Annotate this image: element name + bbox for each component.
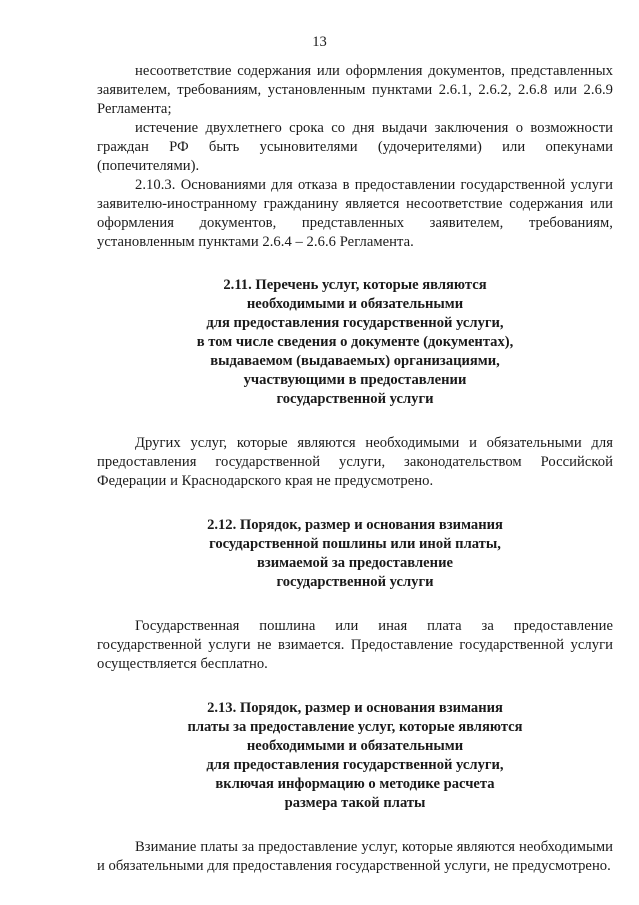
section-heading-2-12 xyxy=(97,516,613,592)
heading-line: в том числе сведения о документе (документах), xyxy=(196,334,514,350)
heading-line: 2.11. Перечень услуг, которые являются xyxy=(223,277,487,293)
heading-line: взимаемой за предоставление xyxy=(257,555,453,571)
section-body-2-13: Взимание платы за предоставление услуг, которые являются необходимыми и обязательными для предоставления государственной услуги, не предусмотрено. xyxy=(97,839,613,874)
heading-line: участвующими в предоставлении xyxy=(243,372,467,388)
heading-line: включая информацию о методике расчета xyxy=(215,776,495,792)
heading-line: необходимыми и обязательными xyxy=(246,738,464,754)
heading-line: 2.12. Порядок, размер и основания взимания xyxy=(207,517,503,533)
document-body xyxy=(97,62,613,876)
section-heading-2-11 xyxy=(97,276,613,409)
heading-line: для предоставления государственной услуги, xyxy=(206,315,504,331)
heading-line: 2.13. Порядок, размер и основания взимания xyxy=(207,700,503,716)
page-number: 13 xyxy=(312,34,327,50)
paragraph-conclusion-expiry: истечение двухлетнего срока со дня выдачи заключения о возможности граждан РФ быть усыновителями (удочерителями) или опекунами (попечителями). xyxy=(97,120,613,174)
heading-line: для предоставления государственной услуги, xyxy=(206,757,504,773)
heading-line: государственной услуги xyxy=(276,391,434,407)
heading-line: выдаваемом (выдаваемых) организациями, xyxy=(210,353,500,369)
section-body-2-12: Государственная пошлина или иная плата за предоставление государственной услуги не взимается. Предоставление государственной услуги осуществляется бесплатно. xyxy=(97,618,613,672)
heading-line: государственной услуги xyxy=(276,574,434,590)
paragraph-2-10-3: 2.10.3. Основаниями для отказа в предоставлении государственной услуги заявителю-иностранному гражданину является несоответствие содержания или оформления документов, представленных заявителем, требованиям, установленным пунктами 2.6.4 – 2.6.6 Регламента. xyxy=(97,177,613,250)
heading-line: необходимыми и обязательными xyxy=(246,296,464,312)
heading-line: размера такой платы xyxy=(284,795,426,811)
paragraph-document-mismatch: несоответствие содержания или оформления документов, представленных заявителем, требованиям, установленным пунктами 2.6.1, 2.6.2, 2.6.8 или 2.6.9 Регламента; xyxy=(97,63,613,117)
heading-line: платы за предоставление услуг, которые являются xyxy=(187,719,523,735)
heading-line: государственной пошлины или иной платы, xyxy=(209,536,501,552)
section-heading-2-13 xyxy=(97,699,613,813)
section-body-2-11: Других услуг, которые являются необходимыми и обязательными для предоставления государственной услуги, законодательством Российской Федерации и Краснодарского края не предусмотрено. xyxy=(97,435,613,489)
